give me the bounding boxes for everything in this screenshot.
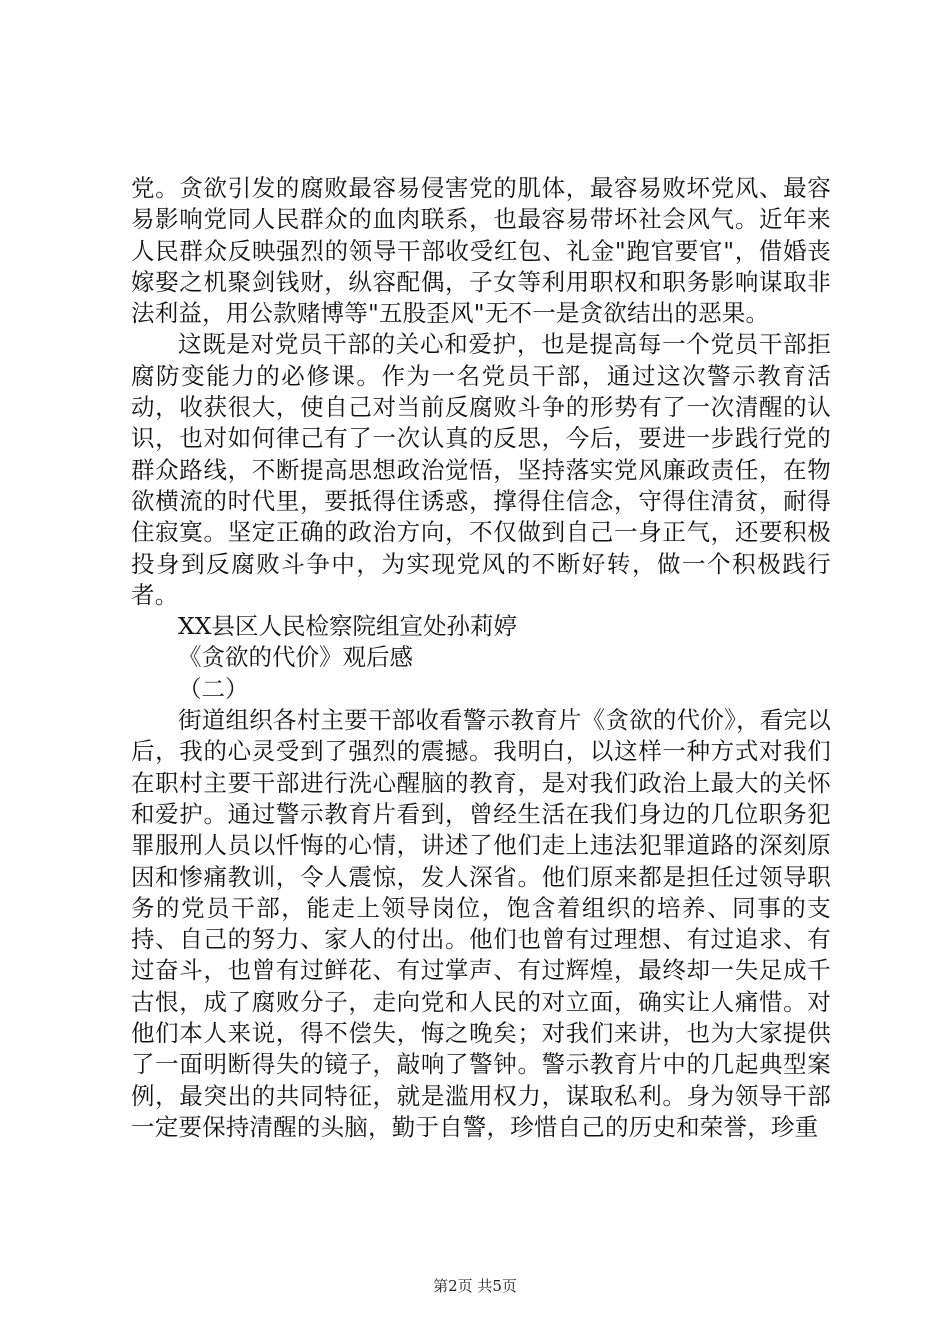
page-footer: 第2页 共5页 bbox=[433, 1277, 517, 1295]
paragraph-body: 街道组织各村主要干部收看警示教育片《贪欲的代价》，看完以后，我的心灵受到了强烈的震撼。我明白，以这样一种方式对我们在职村主要干部进行洗心醒脑的教育，是对我们政治上最大的关怀和爱护。通过警示教育片看到，曾经生活在我们身边的几位职务犯罪服刑人员以忏悔的心情，讲述了他们走上违法犯罪道路的深刻原因和惨痛教训，令人震惊，发人深省。他们原来都是担任过领导职务的党员干部，能走上领导岗位，饱含着组织的培养、同事的支持、自己的努力、家人的付出。他们也曾有过理想、有过追求、有过奋斗，也曾有过鲜花、有过掌声、有过辉煌，最终却一失足成千古恨，成了腐败分子，走向党和人民的对立面，确实让人痛惜。对他们本人来说，得不偿失，悔之晚矣；对我们来讲，也为大家提供了一面明断得失的镜子，敲响了警钟。警示教育片中的几起典型案例，最突出的共同特征，就是滥用权力，谋取私利。身为领导干部一定要保持清醒的头脑，勤于自警，珍惜自己的历史和荣誉，珍重 bbox=[131, 706, 831, 1141]
author-signature: XX县区人民检察院组宣处孙莉婷 bbox=[178, 612, 517, 641]
paragraph-reflection: 这既是对党员干部的关心和爱护，也是提高每一个党员干部拒腐防变能力的必修课。作为一名党员干部，通过这次警示教育活动，收获很大，使自己对当前反腐败斗争的形势有了一次清醒的认识，也对如何律己有了一次认真的反思，今后，要进一步践行党的群众路线，不断提高思想政治觉悟，坚持落实党风廉政责任，在物欲横流的时代里，要抵得住诱惑，撑得住信念，守得住清贫，耐得住寂寞。坚定正确的政治方向，不仅做到自己一身正气，还要积极投身到反腐败斗争中，为实现党风的不断好转，做一个积极践行者。 bbox=[131, 330, 831, 609]
document-body bbox=[131, 173, 831, 1143]
paragraph-continuation: 党。贪欲引发的腐败最容易侵害党的肌体，最容易败坏党风、最容易影响党同人民群众的血肉联系，也最容易带坏社会风气。近年来人民群众反映强烈的领导干部收受红包、礼金"跑官要官"，借婚丧嫁娶之机聚剑钱财，纵容配偶，子女等利用职权和职务影响谋取非法利益，用公款赌博等"五股歪风"无不一是贪欲结出的恶果。 bbox=[131, 174, 831, 328]
article-number: （二） bbox=[178, 674, 249, 703]
article-title: 《贪欲的代价》观后感 bbox=[178, 643, 413, 672]
